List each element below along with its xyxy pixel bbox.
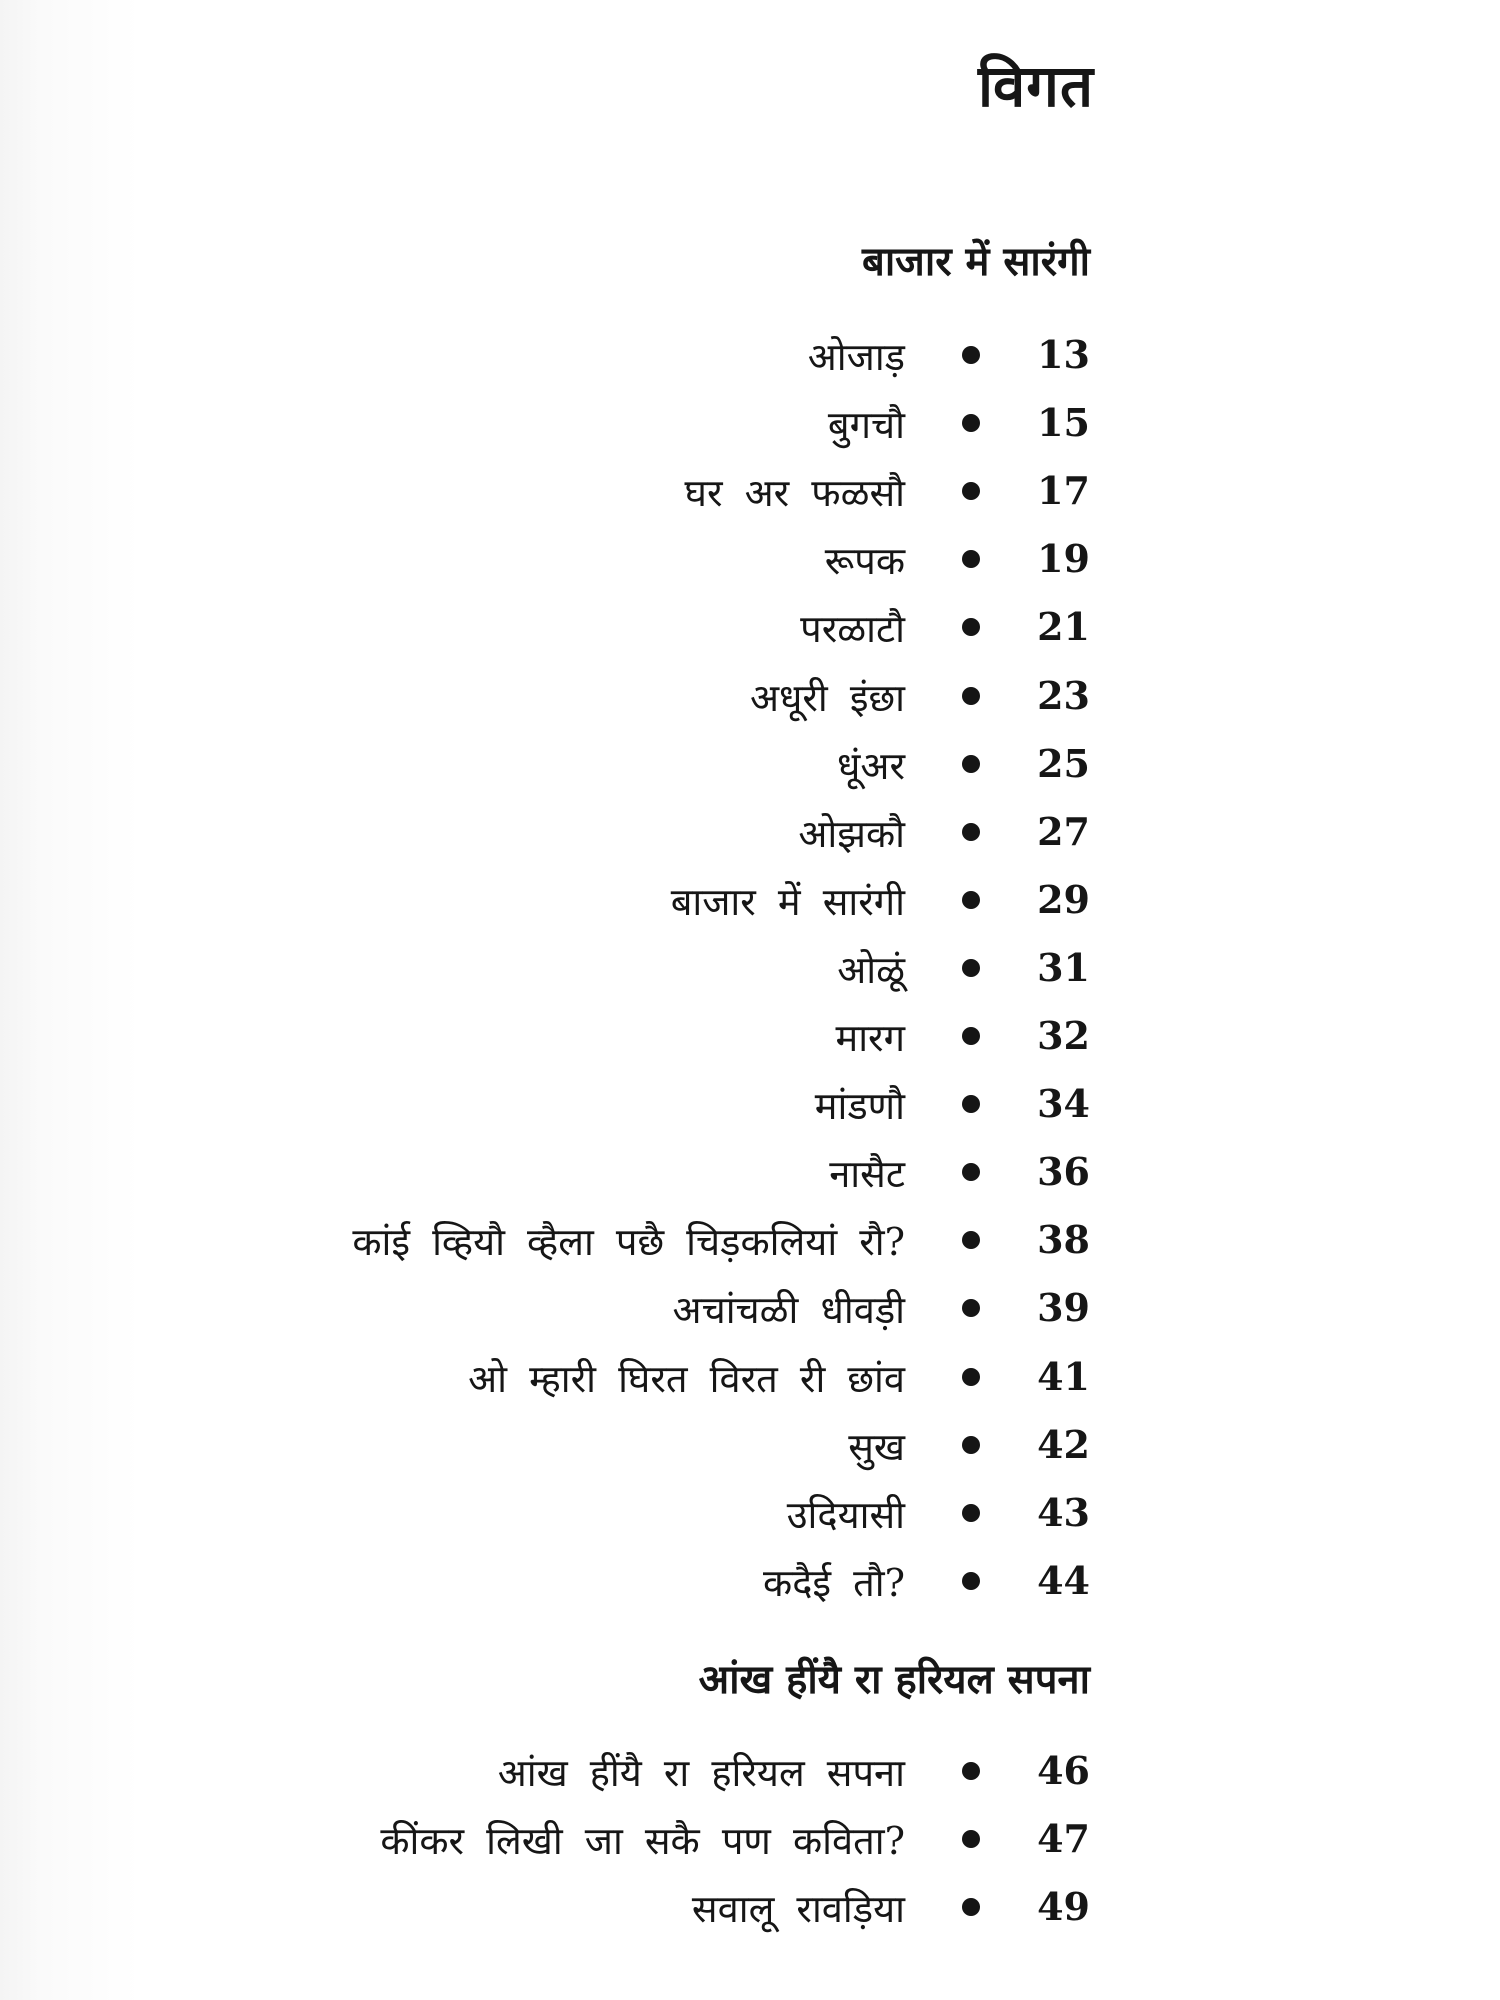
toc-entry-page-number: 47 bbox=[1037, 1816, 1090, 1862]
toc-entry-title: कांई व्हियौ व्हैला पछै चिड़कलियां रौ? bbox=[352, 1220, 905, 1265]
toc-entry-title: अधूरी इंछा bbox=[749, 675, 905, 720]
toc-entry-title: कदैई तौ? bbox=[763, 1560, 905, 1605]
toc-entry-page-number: 44 bbox=[1037, 1557, 1090, 1603]
bullet-icon bbox=[962, 755, 980, 773]
toc-entry bbox=[0, 933, 1500, 1001]
bullet-icon bbox=[962, 1762, 980, 1780]
toc-entry bbox=[0, 1478, 1500, 1546]
toc-entry-page-number: 46 bbox=[1037, 1748, 1090, 1793]
toc-entry-page-number: 23 bbox=[1037, 672, 1090, 718]
toc-entry-page-number: 34 bbox=[1037, 1081, 1090, 1127]
toc-entry bbox=[0, 592, 1500, 660]
bullet-icon bbox=[962, 1436, 980, 1454]
bullet-icon bbox=[962, 618, 980, 636]
toc-entry bbox=[0, 1205, 1500, 1273]
toc-entry-page-number: 43 bbox=[1037, 1489, 1090, 1535]
toc-entry-title: आंख हींयै रा हरियल सपना bbox=[497, 1751, 905, 1795]
toc-entry bbox=[0, 388, 1500, 456]
section-heading: बाजार में सारंगी bbox=[861, 238, 1090, 285]
toc-entry bbox=[0, 320, 1500, 388]
toc-entry bbox=[0, 865, 1500, 933]
bullet-icon bbox=[962, 1095, 980, 1113]
bullet-icon bbox=[962, 1830, 980, 1848]
toc-entry bbox=[0, 1069, 1500, 1137]
toc-entry-page-number: 15 bbox=[1037, 400, 1090, 446]
bullet-icon bbox=[962, 891, 980, 909]
bullet-icon bbox=[962, 959, 980, 977]
toc-entry-page-number: 32 bbox=[1037, 1013, 1090, 1058]
toc-entry bbox=[0, 1137, 1500, 1205]
toc-entry-title: बुगचौ bbox=[827, 403, 905, 448]
bullet-icon bbox=[962, 1368, 980, 1386]
toc-entry-page-number: 17 bbox=[1037, 468, 1090, 514]
toc-entry bbox=[0, 1736, 1500, 1804]
toc-entry-page-number: 21 bbox=[1037, 604, 1090, 650]
toc-entry-title: अचांचळी धीवड़ी bbox=[672, 1288, 905, 1333]
toc-entry-title: बाजार में सारंगी bbox=[670, 879, 905, 924]
toc-entry bbox=[0, 1546, 1500, 1614]
bullet-icon bbox=[962, 687, 980, 705]
toc-entry-title: परळाटौ bbox=[800, 607, 905, 652]
toc-entry bbox=[0, 1804, 1500, 1872]
toc-entry bbox=[0, 1273, 1500, 1341]
bullet-icon bbox=[962, 482, 980, 500]
toc-entry-title: कींकर लिखी जा सकै पण कविता? bbox=[380, 1819, 905, 1864]
toc-entry-page-number: 36 bbox=[1037, 1149, 1090, 1195]
toc-entry-title: मारग bbox=[835, 1016, 905, 1060]
toc-entry bbox=[0, 524, 1500, 592]
bullet-icon bbox=[962, 1027, 980, 1045]
toc-entry-page-number: 49 bbox=[1037, 1884, 1090, 1930]
toc-entry bbox=[0, 456, 1500, 524]
toc-entry bbox=[0, 797, 1500, 865]
toc-entry-title: मांडणौ bbox=[814, 1084, 905, 1129]
bullet-icon bbox=[962, 823, 980, 841]
bullet-icon bbox=[962, 1163, 980, 1181]
toc-entry bbox=[0, 1342, 1500, 1410]
toc-entry-title: सुख bbox=[848, 1424, 905, 1469]
toc-entry-page-number: 19 bbox=[1037, 536, 1090, 582]
toc-entry bbox=[0, 729, 1500, 797]
toc-entry-page-number: 39 bbox=[1037, 1285, 1090, 1331]
toc-entry-title: सवालू रावड़िया bbox=[691, 1887, 905, 1932]
bullet-icon bbox=[962, 550, 980, 568]
toc-entry-title: उदियासी bbox=[786, 1492, 905, 1537]
bullet-icon bbox=[962, 1898, 980, 1916]
bullet-icon bbox=[962, 346, 980, 364]
toc-entry-page-number: 29 bbox=[1037, 876, 1090, 922]
toc-entry bbox=[0, 1001, 1500, 1069]
toc-entry-title: धूंअर bbox=[837, 743, 905, 788]
toc-entry-title: रूपक bbox=[824, 539, 905, 584]
toc-entry-title: ओळूं bbox=[837, 947, 905, 992]
toc-entry-page-number: 42 bbox=[1037, 1421, 1090, 1467]
bullet-icon bbox=[962, 414, 980, 432]
bullet-icon bbox=[962, 1231, 980, 1249]
toc-entry-title: ओजाड़ bbox=[807, 335, 905, 379]
section-heading: आंख हींयै रा हरियल सपना bbox=[698, 1656, 1090, 1703]
page-title: विगत bbox=[978, 52, 1094, 120]
bullet-icon bbox=[962, 1299, 980, 1317]
toc-entry bbox=[0, 661, 1500, 729]
toc-entry-title: ओझकौ bbox=[798, 811, 905, 856]
toc-entry-page-number: 27 bbox=[1037, 808, 1090, 854]
toc-entry-title: नासैट bbox=[829, 1152, 905, 1197]
toc-entry bbox=[0, 1410, 1500, 1478]
toc-entry-page-number: 25 bbox=[1037, 740, 1090, 786]
toc-entry-page-number: 41 bbox=[1037, 1353, 1090, 1399]
bullet-icon bbox=[962, 1572, 980, 1590]
toc-entry-page-number: 31 bbox=[1037, 944, 1090, 990]
toc-entry-page-number: 13 bbox=[1037, 332, 1090, 377]
toc-entry bbox=[0, 1872, 1500, 1940]
toc-entry-page-number: 38 bbox=[1037, 1217, 1090, 1263]
toc-entry-title: घर अर फळसौ bbox=[684, 471, 905, 516]
bullet-icon bbox=[962, 1504, 980, 1522]
toc-entry-title: ओ म्हारी घिरत विरत री छांव bbox=[468, 1356, 905, 1401]
